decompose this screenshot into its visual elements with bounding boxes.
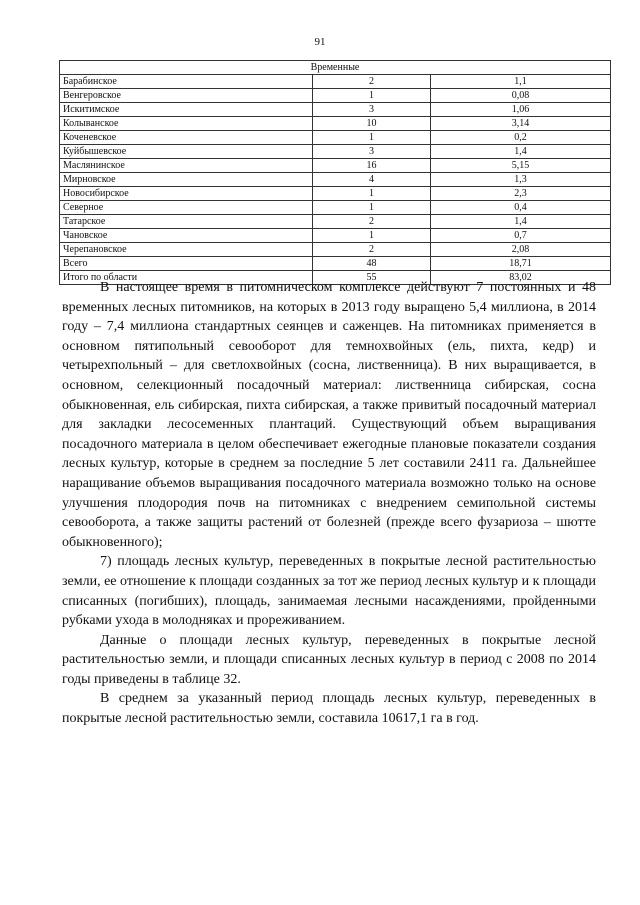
region-cell: Коченевское [60, 131, 313, 145]
region-cell: Барабинское [60, 75, 313, 89]
count-cell: 48 [313, 257, 431, 271]
region-cell: Чановское [60, 229, 313, 243]
count-cell: 55 [313, 271, 431, 284]
count-cell: 1 [313, 89, 431, 103]
region-cell: Венгеровское [60, 89, 313, 103]
count-cell: 10 [313, 117, 431, 131]
area-cell: 1,4 [431, 145, 610, 159]
count-cell: 1 [313, 229, 431, 243]
count-cell: 2 [313, 243, 431, 257]
count-cell: 4 [313, 173, 431, 187]
table-title: Временные [60, 61, 610, 75]
area-cell: 3,14 [431, 117, 610, 131]
region-cell: Итого по области [60, 271, 313, 284]
area-cell: 0,4 [431, 201, 610, 215]
region-cell: Северное [60, 201, 313, 215]
paragraph-item-7: 7) площадь лесных культур, переведенных в покрытые лесной растительностью земли, ее отношение к площади созданных за тот же период лесных культур и к площади списанных (погибших), площадь, занимаемая лесными насаждениями, пройденными рубками ухода в молодняках и прореживанием. [62, 554, 596, 629]
count-cell: 3 [313, 103, 431, 117]
region-cell: Татарское [60, 215, 313, 229]
area-cell: 0,2 [431, 131, 610, 145]
paragraph-nurseries: В настоящее время в питомническом комплексе действуют 7 постоянных и 48 временных лесных питомников, на которых в 2013 году выращено 5,4 миллиона, в 2014 году – 7,4 миллиона стандартных сеянцев и саженцев. На питомниках применяется в основном пятипольный севооборот для темнохвойных (ель, пихта, кедр) и четырехпольный – для светлохвойных (сосна, лиственница). В них выращивается, в основном, селекционный посадочный материал: лиственница сибирская, сосна обыкновенная, ель сибирская, пихта сибирская, а также привитый посадочный материал для закладки лесосеменных плантаций. Существующий объем выращивания посадочного материала в целом обеспечивает ежегодные плановые показатели создания лесных культур, которые в среднем за последние 5 лет составили 2411 га. Дальнейшее наращивание объемов выращивания посадочного материала возможно только на основе улучшения плодородия почв на питомниках с внедрением семипольной системы севооборота, а также защиты растений от болезней (прежде всего фузариоза – шютте обыкновенного); [62, 280, 596, 550]
count-cell: 1 [313, 131, 431, 145]
count-cell: 1 [313, 187, 431, 201]
area-cell: 5,15 [431, 159, 610, 173]
area-cell: 0,08 [431, 89, 610, 103]
paragraph-average: В среднем за указанный период площадь лесных культур, переведенных в покрытые лесной растительностью земли, составила 10617,1 га в год. [62, 691, 596, 727]
area-cell: 1,06 [431, 103, 610, 117]
region-cell: Черепановское [60, 243, 313, 257]
area-cell: 2,3 [431, 187, 610, 201]
region-cell: Колыванское [60, 117, 313, 131]
region-cell: Искитимское [60, 103, 313, 117]
region-cell: Новосибирское [60, 187, 313, 201]
region-cell: Всего [60, 257, 313, 271]
area-cell: 83,02 [509, 272, 532, 283]
area-cell: 2,08 [431, 243, 610, 257]
count-cell: 3 [313, 145, 431, 159]
count-cell: 2 [313, 75, 431, 89]
count-cell: 16 [313, 159, 431, 173]
paragraph-data-reference: Данные о площади лесных культур, переведенных в покрытые лесной растительностью земли, и площади списанных лесных культур в период с 2008 по 2014 годы приведены в таблице 32. [62, 632, 596, 687]
area-cell: 0,7 [431, 229, 610, 243]
region-cell: Маслянинское [60, 159, 313, 173]
body-text [62, 278, 596, 729]
area-cell: 18,71 [431, 257, 610, 271]
page-number: 91 [314, 36, 326, 48]
count-cell: 2 [313, 215, 431, 229]
count-cell: 1 [313, 201, 431, 215]
region-cell: Куйбышевское [60, 145, 313, 159]
area-cell: 1,3 [431, 173, 610, 187]
nursery-table [59, 60, 611, 285]
area-cell: 1,1 [431, 75, 610, 89]
region-cell: Мирновское [60, 173, 313, 187]
area-cell: 1,4 [431, 215, 610, 229]
